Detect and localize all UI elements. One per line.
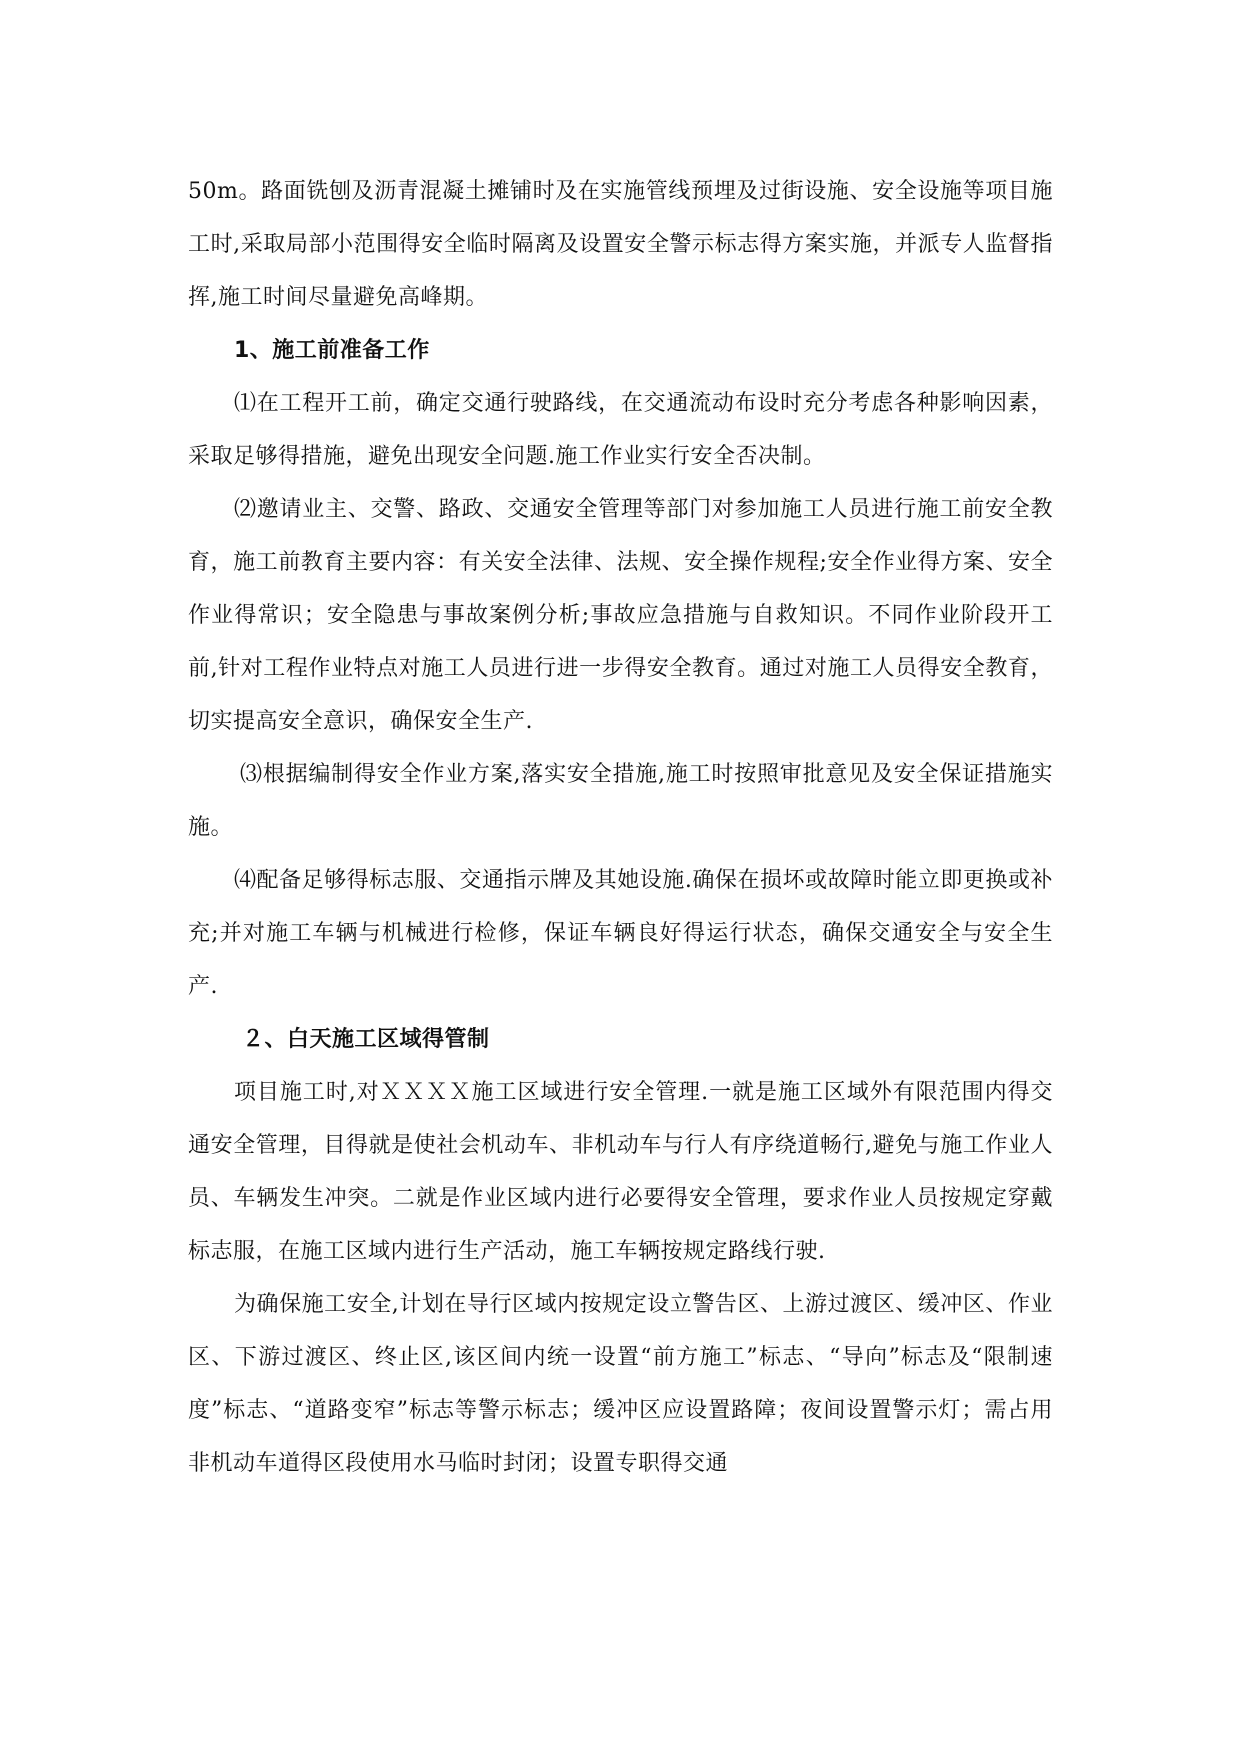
paragraph-item-2: ⑵邀请业主、交警、路政、交通安全管理等部门对参加施工人员进行施工前安全教育，施工前教育主要内容：有关安全法律、法规、安全操作规程;安全作业得方案、安全作业得常识；安全隐患与事故案例分析;事故应急措施与自救知识。不同作业阶段开工前,针对工程作业特点对施工人员进行进一步得安全教育。通过对施工人员得安全教育，切实提高安全意识，确保安全生产. xyxy=(188,497,1053,734)
paragraph-item-1: ⑴在工程开工前，确定交通行驶路线，在交通流动布设时充分考虑各种影响因素，采取足够得措施，避免出现安全问题.施工作业实行安全否决制。 xyxy=(188,391,1053,469)
document-body xyxy=(188,165,1053,1490)
section-heading-1: 1、施工前准备工作 xyxy=(234,338,430,363)
paragraph-safety-zones: 为确保施工安全,计划在导行区域内按规定设立警告区、上游过渡区、缓冲区、作业区、下游过渡区、终止区,该区间内统一设置“前方施工”标志、“导向”标志及“限制速度”标志、“道路变窄”标志等警示标志；缓冲区应设置路障；夜间设置警示灯；需占用非机动车道得区段使用水马临时封闭；设置专职得交通 xyxy=(188,1292,1053,1476)
paragraph-item-4: ⑷配备足够得标志服、交通指示牌及其她设施.确保在损坏或故障时能立即更换或补充;并对施工车辆与机械进行检修，保证车辆良好得运行状态，确保交通安全与安全生产. xyxy=(188,868,1053,999)
section-heading-2: ２、白天施工区域得管制 xyxy=(242,1027,490,1052)
paragraph-daytime-management: 项目施工时,对ＸＸＸＸ施工区域进行安全管理.一就是施工区域外有限范围内得交通安全管理，目得就是使社会机动车、非机动车与行人有序绕道畅行,避免与施工作业人员、车辆发生冲突。二就是作业区域内进行必要得安全管理，要求作业人员按规定穿戴标志服，在施工区域内进行生产活动，施工车辆按规定路线行驶. xyxy=(188,1080,1053,1264)
paragraph-continuation: 50m。路面铣刨及沥青混凝土摊铺时及在实施管线预埋及过街设施、安全设施等项目施工时,采取局部小范围得安全临时隔离及设置安全警示标志得方案实施，并派专人监督指挥,施工时间尽量避免高峰期。 xyxy=(188,179,1053,310)
paragraph-item-3: ⑶根据编制得安全作业方案,落实安全措施,施工时按照审批意见及安全保证措施实施。 xyxy=(188,762,1053,840)
